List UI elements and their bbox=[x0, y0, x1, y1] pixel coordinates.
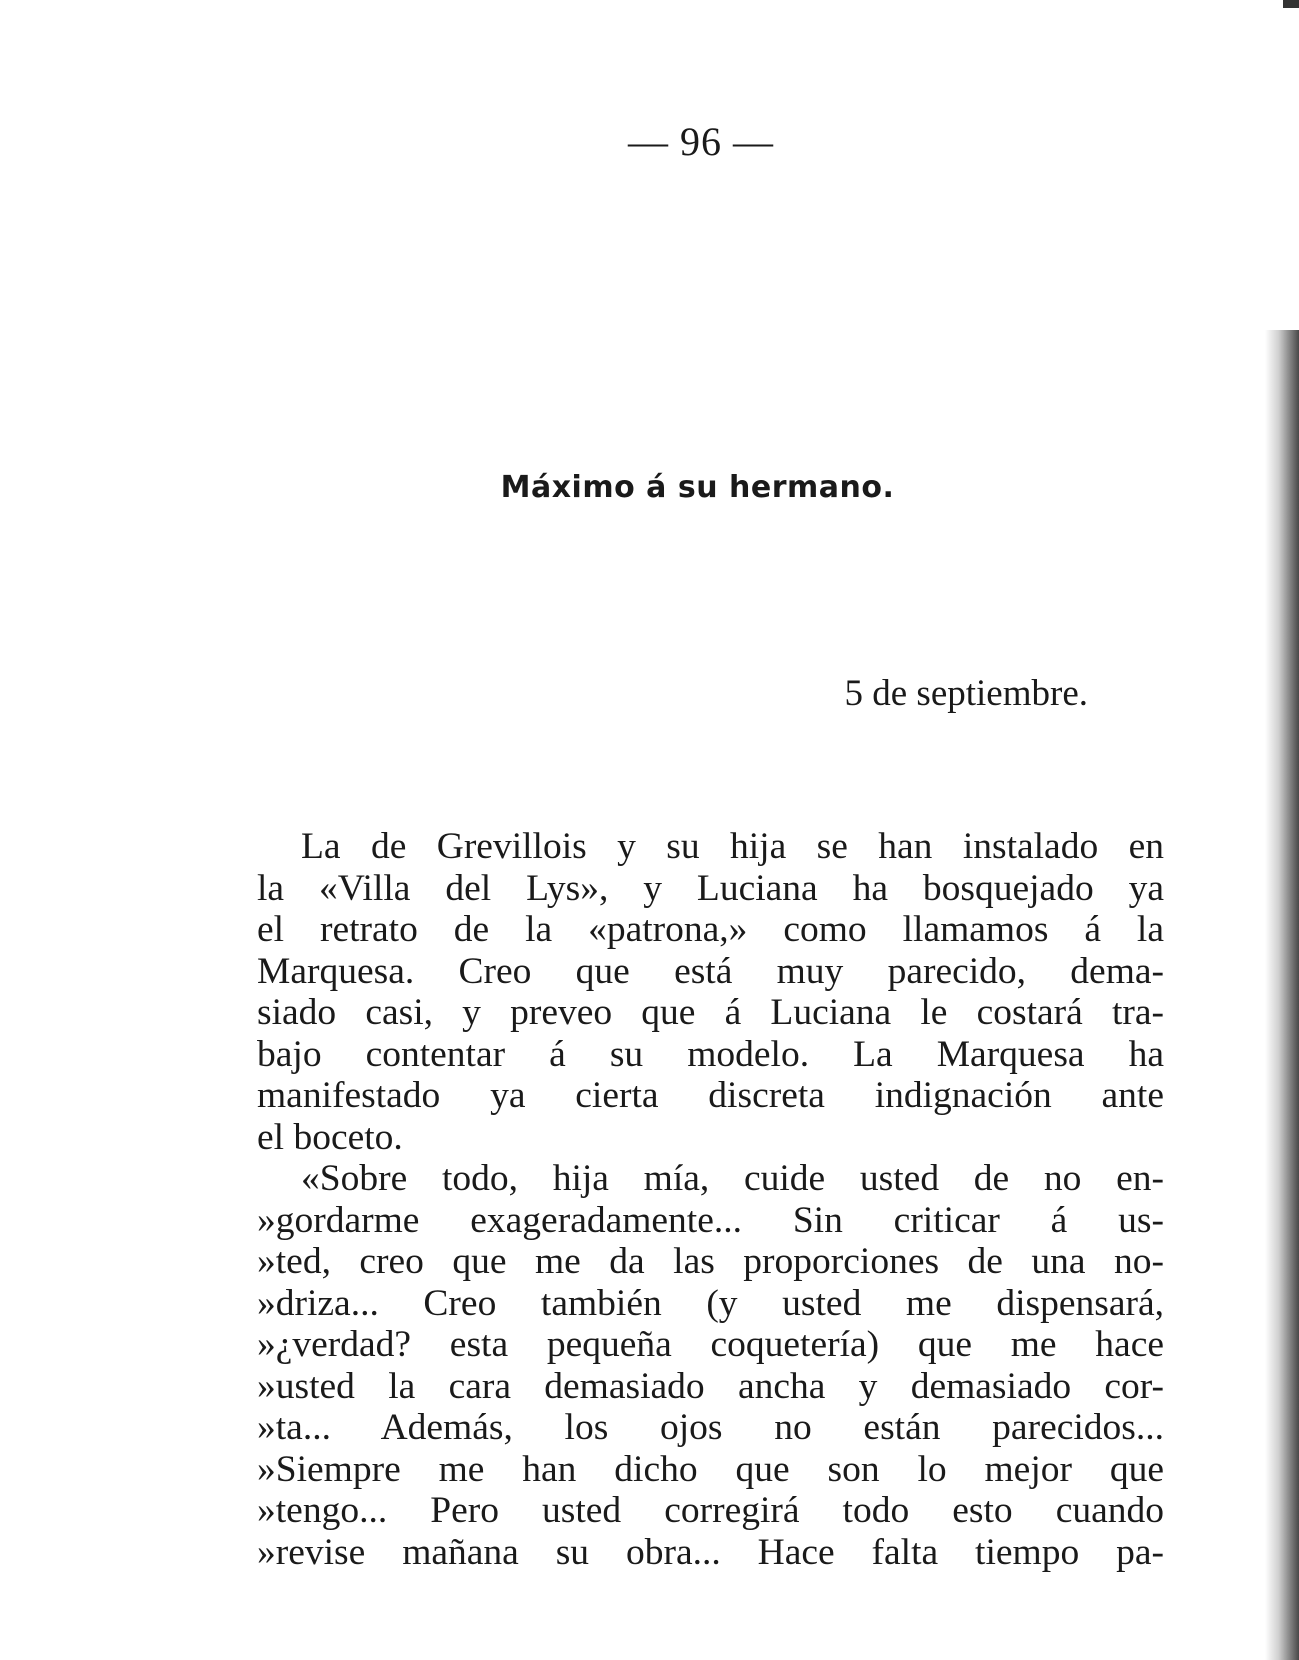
text-line: »ta... Además, los ojos no están parecidos... bbox=[257, 1407, 1164, 1448]
text-line: la «Villa del Lys», y Luciana ha bosquejado ya bbox=[257, 867, 1164, 909]
body-text bbox=[257, 826, 1164, 1573]
text-line: »tengo... Pero usted corregirá todo esto cuando bbox=[257, 1490, 1164, 1531]
text-line: »driza... Creo también (y usted me dispensará, bbox=[257, 1282, 1164, 1324]
text-line: »Siempre me han dicho que son lo mejor que bbox=[257, 1448, 1164, 1490]
chapter-heading: Máximo á su hermano. bbox=[500, 470, 895, 505]
text-line: »usted la cara demasiado ancha y demasiado cor- bbox=[257, 1365, 1164, 1407]
text-line: »ted, creo que me da las proporciones de una no- bbox=[257, 1241, 1164, 1282]
text-line: »¿verdad? esta pequeña coquetería) que me hace bbox=[257, 1324, 1164, 1365]
dateline: 5 de septiembre. bbox=[844, 673, 1088, 714]
text-line: La de Grevillois y su hija se han instalado en bbox=[301, 826, 1164, 867]
page-corner-mark bbox=[1283, 0, 1299, 8]
text-line: Marquesa. Creo que está muy parecido, dema- bbox=[257, 950, 1164, 992]
text-line: »gordarme exageradamente... Sin criticar á us- bbox=[257, 1199, 1164, 1241]
text-line: el boceto. bbox=[257, 1116, 403, 1158]
page-number: — 96 — bbox=[628, 119, 774, 164]
text-line: manifestado ya cierta discreta indignación ante bbox=[257, 1075, 1164, 1116]
text-line: bajo contentar á su modelo. La Marquesa ha bbox=[257, 1033, 1164, 1075]
text-line: »revise mañana su obra... Hace falta tiempo pa- bbox=[257, 1531, 1164, 1573]
text-line: «Sobre todo, hija mía, cuide usted de no en- bbox=[301, 1158, 1164, 1199]
text-line: siado casi, y preveo que á Luciana le costará tra- bbox=[257, 992, 1164, 1033]
page-edge-shadow bbox=[1265, 330, 1299, 1660]
text-line: el retrato de la «patrona,» como llamamos á la bbox=[257, 909, 1164, 950]
